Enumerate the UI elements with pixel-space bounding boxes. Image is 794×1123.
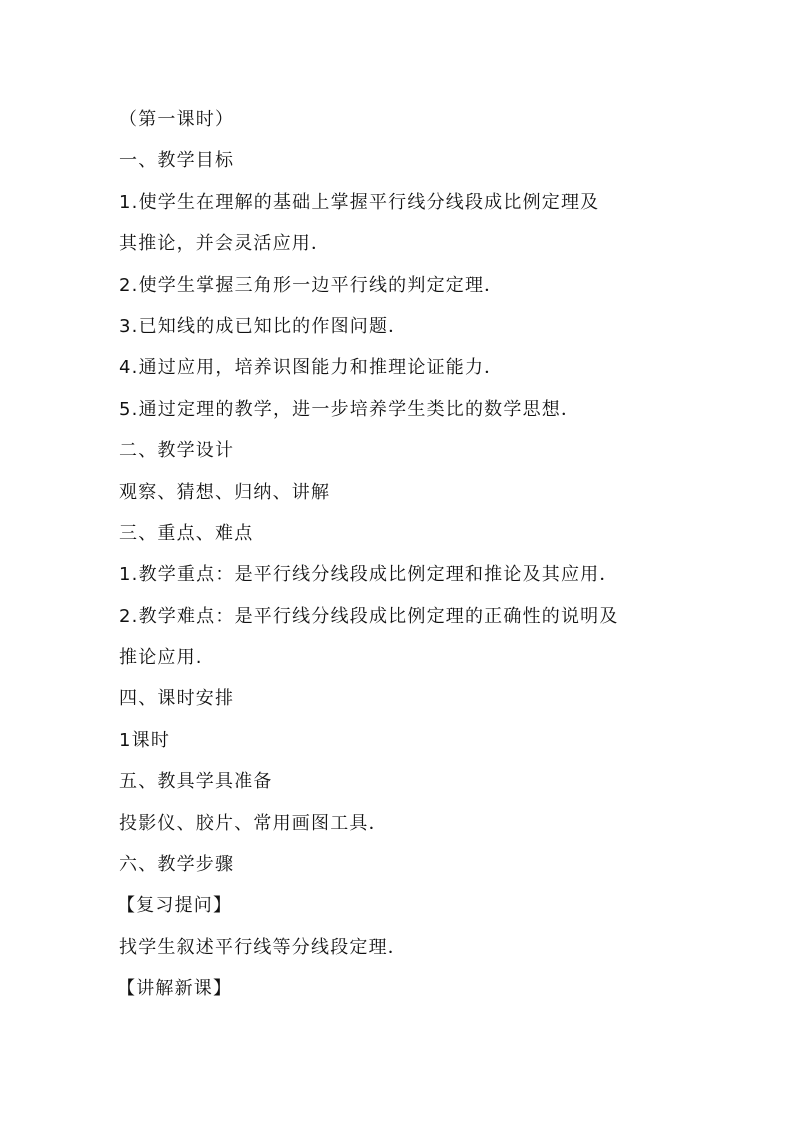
step-new-lesson-heading: 【讲解新课】 [117, 978, 233, 1000]
goal-item-3: 3.已知线的成已知比的作图问题． [119, 315, 408, 337]
section-heading-materials: 五、教具学具准备 [119, 771, 273, 793]
step-review-text: 找学生叙述平行线等分线段定理． [119, 936, 407, 958]
key-point-2-continued: 推论应用. [119, 647, 203, 669]
step-review-heading: 【复习提问】 [117, 895, 233, 917]
goal-item-2: 2.使学生掌握三角形一边平行线的判定定理． [119, 274, 504, 296]
schedule-text: 1课时 [119, 729, 171, 751]
section-heading-steps: 六、教学步骤 [119, 854, 235, 876]
lesson-period: （第一课时） [119, 109, 235, 130]
section-heading-schedule: 四、课时安排 [119, 688, 235, 710]
design-text: 观察、猜想、归纳、讲解 [119, 481, 331, 503]
section-heading-key-points: 三、重点、难点 [119, 522, 254, 544]
document-body [119, 99, 719, 1010]
goal-item-1: 1.使学生在理解的基础上掌握平行线分线段成比例定理及 [119, 191, 600, 213]
key-point-1: 1.教学重点：是平行线分线段成比例定理和推论及其应用． [119, 564, 619, 586]
goal-item-4: 4.通过应用，培养识图能力和推理论证能力． [119, 357, 504, 379]
materials-text: 投影仪、胶片、常用画图工具． [119, 812, 388, 834]
goal-item-5: 5.通过定理的教学，进一步培养学生类比的数学思想． [119, 398, 581, 420]
key-point-2: 2.教学难点：是平行线分线段成比例定理的正确性的说明及 [119, 605, 619, 627]
section-heading-design: 二、教学设计 [119, 440, 235, 462]
section-heading-goals: 一、教学目标 [119, 150, 235, 172]
goal-item-1-continued: 其推论，并会灵活应用． [119, 233, 331, 255]
